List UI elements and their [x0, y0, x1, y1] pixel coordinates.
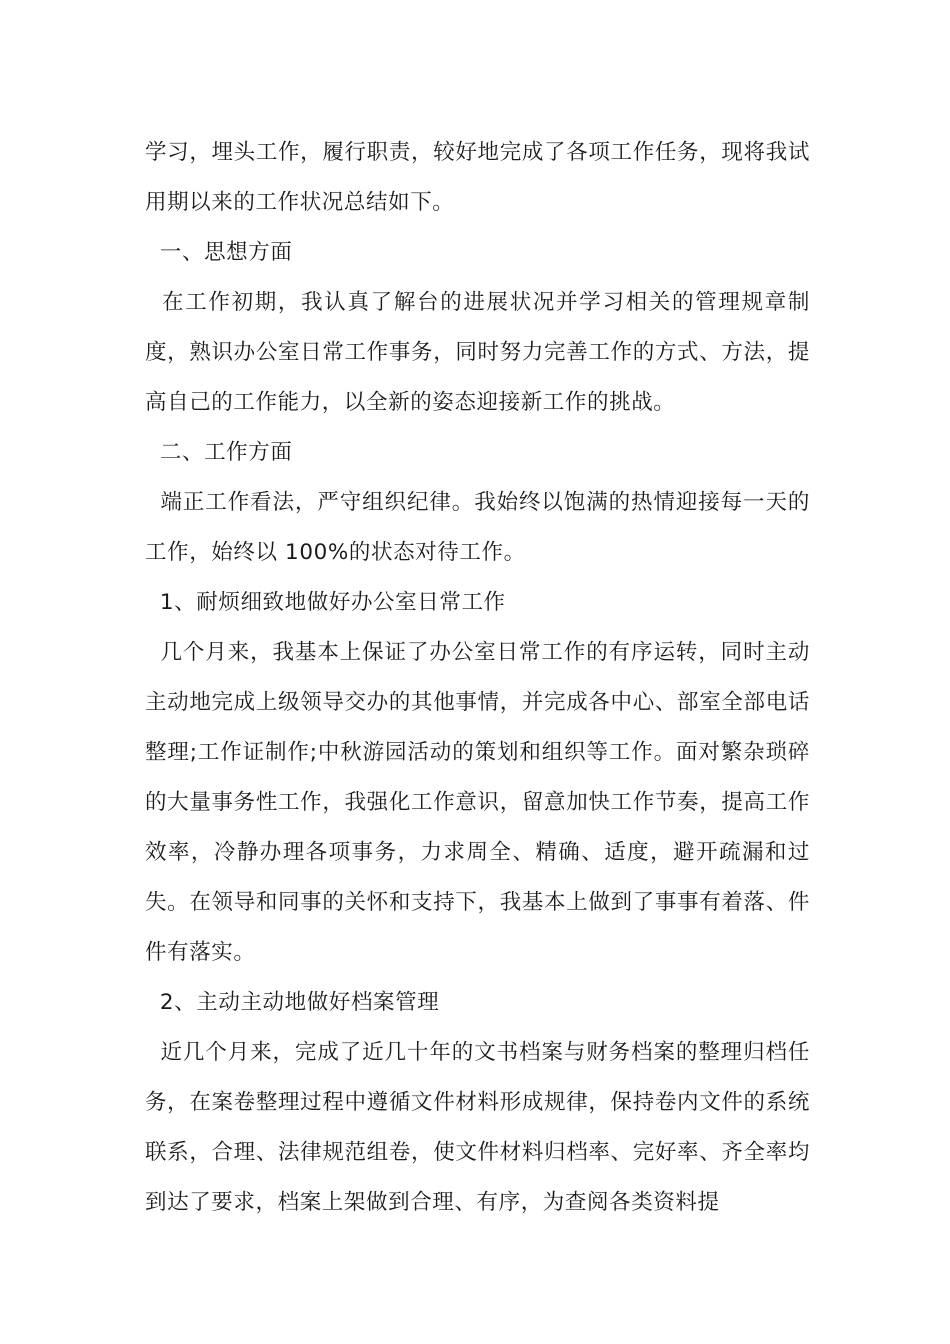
paragraph-thought: 在工作初期，我认真了解台的进展状况并学习相关的管理规章制度，熟识办公室日常工作事务，同时努力完善工作的方式、方法，提高自己的工作能力，以全新的姿态迎接新工作的挑战。 [145, 290, 810, 415]
heading-work: 二、工作方面 [145, 440, 293, 465]
subheading-office-work: 1、耐烦细致地做好办公室日常工作 [145, 590, 506, 615]
document-body [145, 128, 810, 1228]
subheading-archives: 2、主动主动地做好档案管理 [145, 990, 440, 1015]
paragraph-work-attitude: 端正工作看法，严守组织纪律。我始终以饱满的热情迎接每一天的工作，始终以 100%的状态对待工作。 [145, 490, 810, 565]
paragraph-archives: 近几个月来，完成了近几十年的文书档案与财务档案的整理归档任务，在案卷整理过程中遵循文件材料形成规律，保持卷内文件的系统联系，合理、法律规范组卷，使文件材料归档率、完好率、齐全率均到达了要求，档案上架做到合理、有序，为查阅各类资料提 [145, 1040, 810, 1215]
paragraph-office-work: 几个月来，我基本上保证了办公室日常工作的有序运转，同时主动主动地完成上级领导交办的其他事情，并完成各中心、部室全部电话整理;工作证制作;中秋游园活动的策划和组织等工作。面对繁杂琐碎的大量事务性工作，我强化工作意识，留意加快工作节奏，提高工作效率，冷静办理各项事务，力求周全、精确、适度，避开疏漏和过失。在领导和同事的关怀和支持下，我基本上做到了事事有着落、件件有落实。 [145, 640, 810, 965]
paragraph-intro: 学习，埋头工作，履行职责，较好地完成了各项工作任务，现将我试用期以来的工作状况总结如下。 [145, 140, 810, 215]
heading-thought: 一、思想方面 [145, 240, 293, 265]
